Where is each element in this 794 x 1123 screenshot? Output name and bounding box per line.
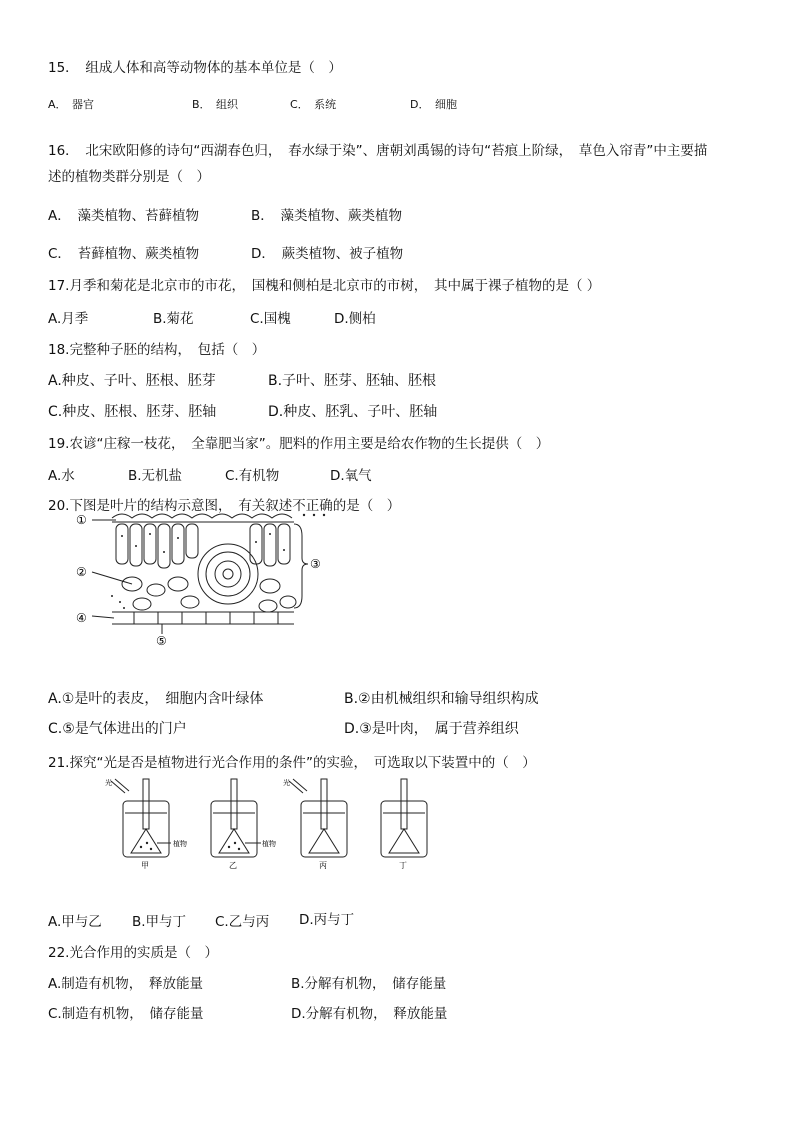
q17-option-a: A.月季 (48, 311, 89, 327)
q16-option-b: B． 藻类植物、蕨类植物 (251, 208, 403, 224)
q19-stem: 19.农谚“庄稼一枝花， 全靠肥当家”。肥料的作用主要是给农作物的生长提供（ ） (48, 436, 550, 452)
q18-option-b: B.子叶、胚芽、胚轴、胚根 (268, 373, 437, 389)
q22-option-b: B.分解有机物， 储存能量 (291, 976, 447, 992)
q22-stem: 22.光合作用的实质是（ ） (48, 945, 218, 961)
photosynthesis-apparatus-diagram (105, 775, 435, 873)
q21-option-d: D.丙与丁 (299, 912, 355, 928)
setup-label-bing: 丙 (319, 861, 327, 870)
q18-option-c: C.种皮、胚根、胚芽、胚轴 (48, 404, 217, 420)
q22-option-d: D.分解有机物， 释放能量 (291, 1006, 448, 1022)
q21-stem: 21.探究“光是否是植物进行光合作用的条件”的实验， 可选取以下装置中的（ ） (48, 755, 536, 771)
q21-option-b: B.甲与丁 (132, 914, 187, 930)
setup-label-ding: 丁 (399, 861, 407, 870)
q20-option-d: D.③是叶肉， 属于营养组织 (344, 721, 519, 737)
q21-option-a: A.甲与乙 (48, 914, 102, 930)
q15-option-c: C． 系统 (290, 98, 337, 111)
q16-stem-line2: 述的植物类群分别是（ ） (48, 169, 210, 185)
q16-option-a: A． 藻类植物、苔藓植物 (48, 208, 199, 224)
q20-option-a: A.①是叶的表皮， 细胞内含叶绿体 (48, 691, 264, 707)
leaf-cross-section-diagram (72, 506, 334, 648)
leaf-label-2: ② (76, 565, 87, 579)
setup-label-jia: 甲 (141, 861, 149, 870)
leaf-label-5: ⑤ (156, 634, 167, 648)
q20-stem: 20.下图是叶片的结构示意图， 有关叙述不正确的是（ ） (48, 498, 401, 514)
q18-stem: 18.完整种子胚的结构， 包括（ ） (48, 342, 266, 358)
q18-option-d: D.种皮、胚乳、子叶、胚轴 (268, 404, 438, 420)
q15-option-b: B． 组织 (192, 98, 239, 111)
plant-label-2: 植物 (262, 840, 276, 848)
q17-option-d: D.侧柏 (334, 311, 376, 327)
leaf-label-4: ④ (76, 611, 87, 625)
q22-option-a: A.制造有机物， 释放能量 (48, 976, 204, 992)
q20-option-b: B.②由机械组织和输导组织构成 (344, 691, 539, 707)
q16-option-d: D． 蕨类植物、被子植物 (251, 246, 404, 262)
leaf-label-1: ① (76, 513, 87, 527)
q17-stem: 17.月季和菊花是北京市的市花， 国槐和侧柏是北京市的市树， 其中属于裸子植物的是（ ） (48, 278, 601, 294)
q15-option-a: A． 器官 (48, 98, 95, 111)
q19-option-a: A.水 (48, 468, 75, 484)
q19-option-d: D.氧气 (330, 468, 372, 484)
light-label-1: 光 (105, 779, 112, 787)
q18-option-a: A.种皮、子叶、胚根、胚芽 (48, 373, 216, 389)
q15-option-d: D． 细胞 (410, 98, 457, 111)
plant-label-1: 植物 (173, 840, 187, 848)
q16-stem-line1: 16． 北宋欧阳修的诗句“西湖春色归， 春水绿于染”、唐朝刘禹锡的诗句“苔痕上阶绿， 草色入帘青”中主要描 (48, 143, 708, 159)
q16-option-c: C． 苔藓植物、蕨类植物 (48, 246, 200, 262)
q19-option-b: B.无机盐 (128, 468, 183, 484)
q22-option-c: C.制造有机物， 储存能量 (48, 1006, 204, 1022)
q20-option-c: C.⑤是气体进出的门户 (48, 721, 187, 737)
q17-option-c: C.国槐 (250, 311, 291, 327)
leaf-label-3: ③ (310, 557, 321, 571)
q15-stem: 15． 组成人体和高等动物体的基本单位是（ ） (48, 60, 342, 76)
q21-option-c: C.乙与丙 (215, 914, 270, 930)
q17-option-b: B.菊花 (153, 311, 194, 327)
q19-option-c: C.有机物 (225, 468, 280, 484)
light-label-2: 光 (283, 779, 290, 787)
setup-label-yi: 乙 (229, 861, 237, 870)
